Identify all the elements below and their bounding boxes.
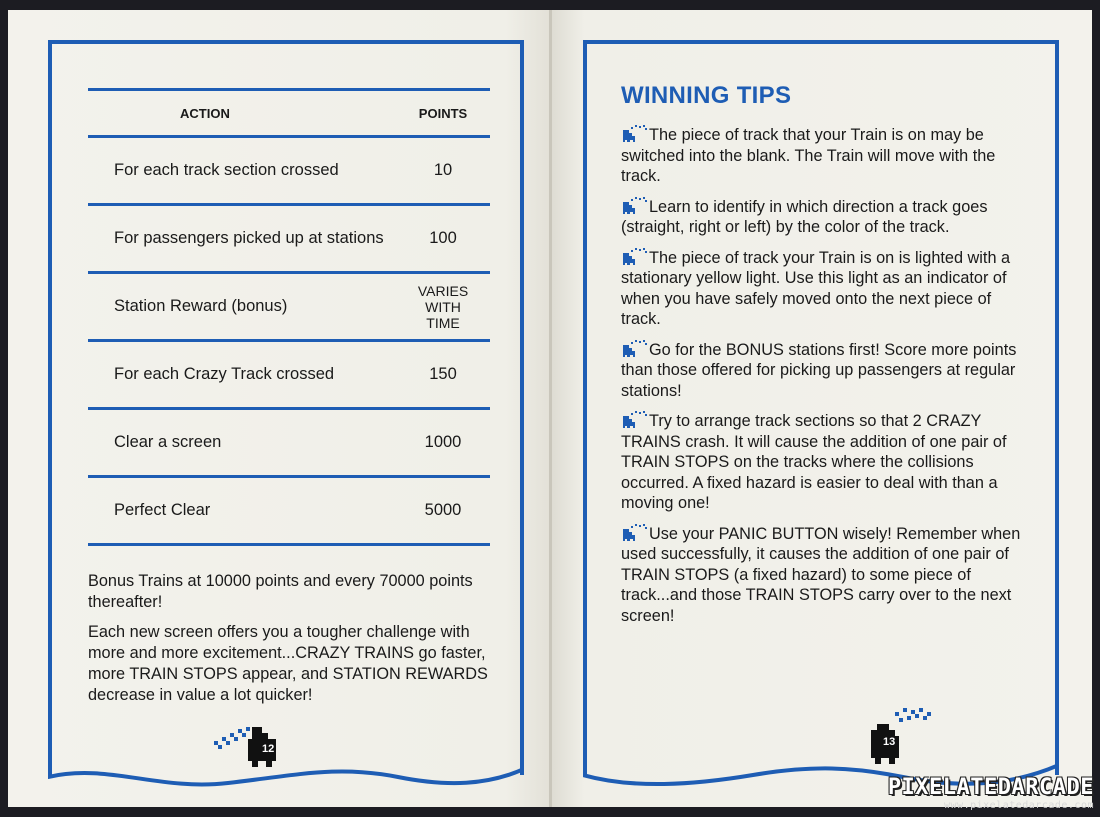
watermark-url: www.pixelatedarcade.com (944, 800, 1094, 811)
list-item (621, 410, 1033, 514)
page-number: 12 (262, 743, 275, 755)
row-points (384, 283, 490, 331)
page-number: 13 (883, 736, 896, 748)
points-line: TIME (426, 314, 460, 331)
row-action: Station Reward (bonus) (114, 297, 288, 315)
row-points: 150 (429, 365, 457, 383)
header-action: ACTION (180, 105, 230, 121)
row-action: For passengers picked up at stations (114, 229, 384, 247)
header-points: POINTS (418, 105, 468, 121)
list-item (621, 124, 1033, 187)
table-header (88, 91, 490, 135)
tip-text: The piece of track that your Train is on may be switched into the blank. The Train will move with the track. (621, 126, 996, 185)
table-rule (88, 543, 490, 546)
train-icon (621, 247, 649, 265)
table-row (88, 138, 490, 203)
page-title: WINNING TIPS (621, 82, 792, 109)
train-icon (621, 196, 649, 214)
tip-text: Go for the BONUS stations first! Score more points than those offered for picking up passengers at regular stations! (621, 340, 1017, 400)
list-item (621, 523, 1033, 627)
table-row (88, 206, 490, 271)
watermark (888, 776, 1094, 811)
tips-list (621, 124, 1033, 635)
list-item (621, 247, 1033, 330)
tip-text: The piece of track your Train is on is lighted with a stationary yellow light. Use this light as an indicator of when you have safely moved onto the next piece of track. (621, 248, 1011, 328)
row-action: Clear a screen (114, 433, 222, 451)
table-row (88, 410, 490, 475)
points-line: VARIES (417, 282, 469, 299)
watermark-logo: PIXELATEDARCADE (887, 775, 1094, 800)
train-icon (869, 706, 945, 766)
row-action: Perfect Clear (114, 501, 211, 519)
left-page (8, 10, 549, 807)
row-points: 100 (429, 229, 457, 247)
tip-text: Use your PANIC BUTTON wisely! Remember when used successfully, it causes the addition of one pair of TRAIN STOPS (a fixed hazard) to some piece of track...and those TRAIN STOPS carry over to the next screen! (621, 524, 1021, 625)
tip-text: Learn to identify in which direction a track goes (straight, right or left) by the color of the track. (621, 197, 988, 236)
bonus-trains-paragraph: Bonus Trains at 10000 points and every 70000 points thereafter! (88, 572, 473, 611)
train-icon (621, 523, 649, 541)
list-item (621, 339, 1033, 402)
table-row (88, 274, 490, 339)
row-points: 1000 (424, 433, 462, 451)
left-page-frame (48, 40, 524, 775)
train-icon (621, 339, 649, 357)
list-item (621, 196, 1033, 238)
score-table (88, 88, 490, 546)
row-points: 5000 (424, 501, 462, 519)
challenge-paragraph: Each new screen offers you a tougher challenge with more and more excitement...CRAZY TRAINS go faster, more TRAIN STOPS appear, and STATION REWARDS decrease in value a lot quicker! (88, 623, 488, 704)
table-row (88, 478, 490, 543)
row-action: For each Crazy Track crossed (114, 365, 335, 383)
points-line: WITH (425, 298, 461, 315)
row-points: 10 (433, 161, 453, 179)
row-action: For each track section crossed (114, 161, 339, 179)
table-row (88, 342, 490, 407)
train-icon (212, 719, 292, 769)
train-icon (621, 410, 649, 428)
right-page (552, 10, 1092, 807)
tip-text: Try to arrange track sections so that 2 CRAZY TRAINS crash. It will cause the addition of one pair of TRAIN STOPS on the tracks where the collisions occurred. A fixed hazard is easier to deal with than a moving one! (621, 412, 1007, 512)
right-page-frame (583, 40, 1059, 775)
train-icon (621, 124, 649, 142)
